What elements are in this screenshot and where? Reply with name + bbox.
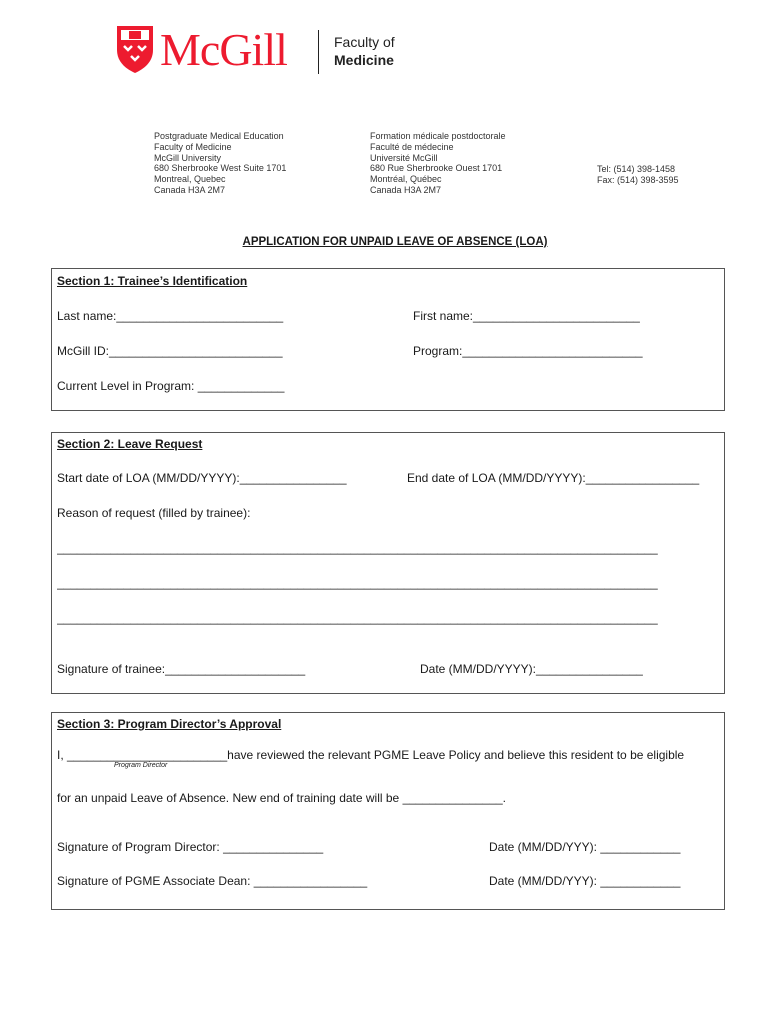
pd-signature-field[interactable]: Signature of Program Director: _______________	[57, 840, 324, 854]
document-title: APPLICATION FOR UNPAID LEAVE OF ABSENCE (LOA)	[242, 236, 548, 248]
address-line: Faculty of Medicine	[154, 141, 232, 152]
address-english	[154, 131, 286, 196]
logo-divider	[318, 30, 319, 74]
address-line: Postgraduate Medical Education	[154, 131, 284, 141]
program-field[interactable]: Program:___________________________	[413, 344, 643, 358]
contact-numbers	[597, 164, 679, 186]
section1-heading: Section 1: Trainee’s Identification	[57, 274, 248, 288]
mcgill-id-field[interactable]: McGill ID:__________________________	[57, 344, 283, 358]
current-level-field[interactable]: Current Level in Program: _____________	[57, 379, 285, 393]
tel-number: Tel: (514) 398-1458	[597, 164, 676, 174]
new-end-date-line[interactable]: for an unpaid Leave of Absence. New end of training date will be _______________.	[57, 791, 507, 805]
program-director-caption: Program Director	[114, 762, 168, 769]
reason-line-3[interactable]: __________________________________________________________________________________________	[57, 611, 658, 625]
end-date-field[interactable]: End date of LOA (MM/DD/YYYY):_________________	[407, 471, 700, 485]
trainee-signature-field[interactable]: Signature of trainee:_____________________	[57, 662, 306, 676]
last-name-field[interactable]: Last name:_________________________	[57, 309, 284, 323]
section3-heading: Section 3: Program Director’s Approval	[57, 717, 282, 731]
mcgill-wordmark: McGill	[160, 24, 287, 75]
address-french	[370, 131, 506, 196]
dean-date-field[interactable]: Date (MM/DD/YYY): ____________	[489, 874, 681, 888]
first-name-field[interactable]: First name:_________________________	[413, 309, 640, 323]
reason-line-1[interactable]: __________________________________________________________________________________________	[57, 541, 658, 555]
start-date-field[interactable]: Start date of LOA (MM/DD/YYYY):________________	[57, 471, 347, 485]
section2-heading: Section 2: Leave Request	[57, 437, 203, 451]
program-director-approval-line[interactable]: I, ________________________have reviewed the relevant PGME Leave Policy and believe this resident to be eligible	[57, 748, 685, 762]
address-line: Canada H3A 2M7	[370, 184, 442, 195]
address-line: Université McGill	[370, 152, 438, 163]
faculty-line1: Faculty of	[334, 34, 395, 50]
trainee-date-field[interactable]: Date (MM/DD/YYYY):________________	[420, 662, 643, 676]
reason-line-2[interactable]: __________________________________________________________________________________________	[57, 576, 658, 590]
address-line: 680 Sherbrooke West Suite 1701	[154, 163, 287, 174]
faculty-line2: Medicine	[334, 52, 394, 68]
reason-label: Reason of request (filled by trainee):	[57, 506, 251, 520]
address-line: Faculté de médecine	[370, 141, 454, 152]
address-line: Montréal, Québec	[370, 174, 442, 185]
address-line: Canada H3A 2M7	[154, 184, 226, 195]
dean-signature-field[interactable]: Signature of PGME Associate Dean: _________________	[57, 874, 368, 888]
pd-date-field[interactable]: Date (MM/DD/YYY): ____________	[489, 840, 681, 854]
address-line: Formation médicale postdoctorale	[370, 131, 506, 141]
mcgill-shield-icon	[116, 24, 154, 74]
address-line: McGill University	[154, 152, 222, 163]
address-line: Montreal, Quebec	[154, 174, 226, 185]
address-line: 680 Rue Sherbrooke Ouest 1701	[370, 163, 503, 174]
fax-number: Fax: (514) 398-3595	[597, 174, 679, 185]
